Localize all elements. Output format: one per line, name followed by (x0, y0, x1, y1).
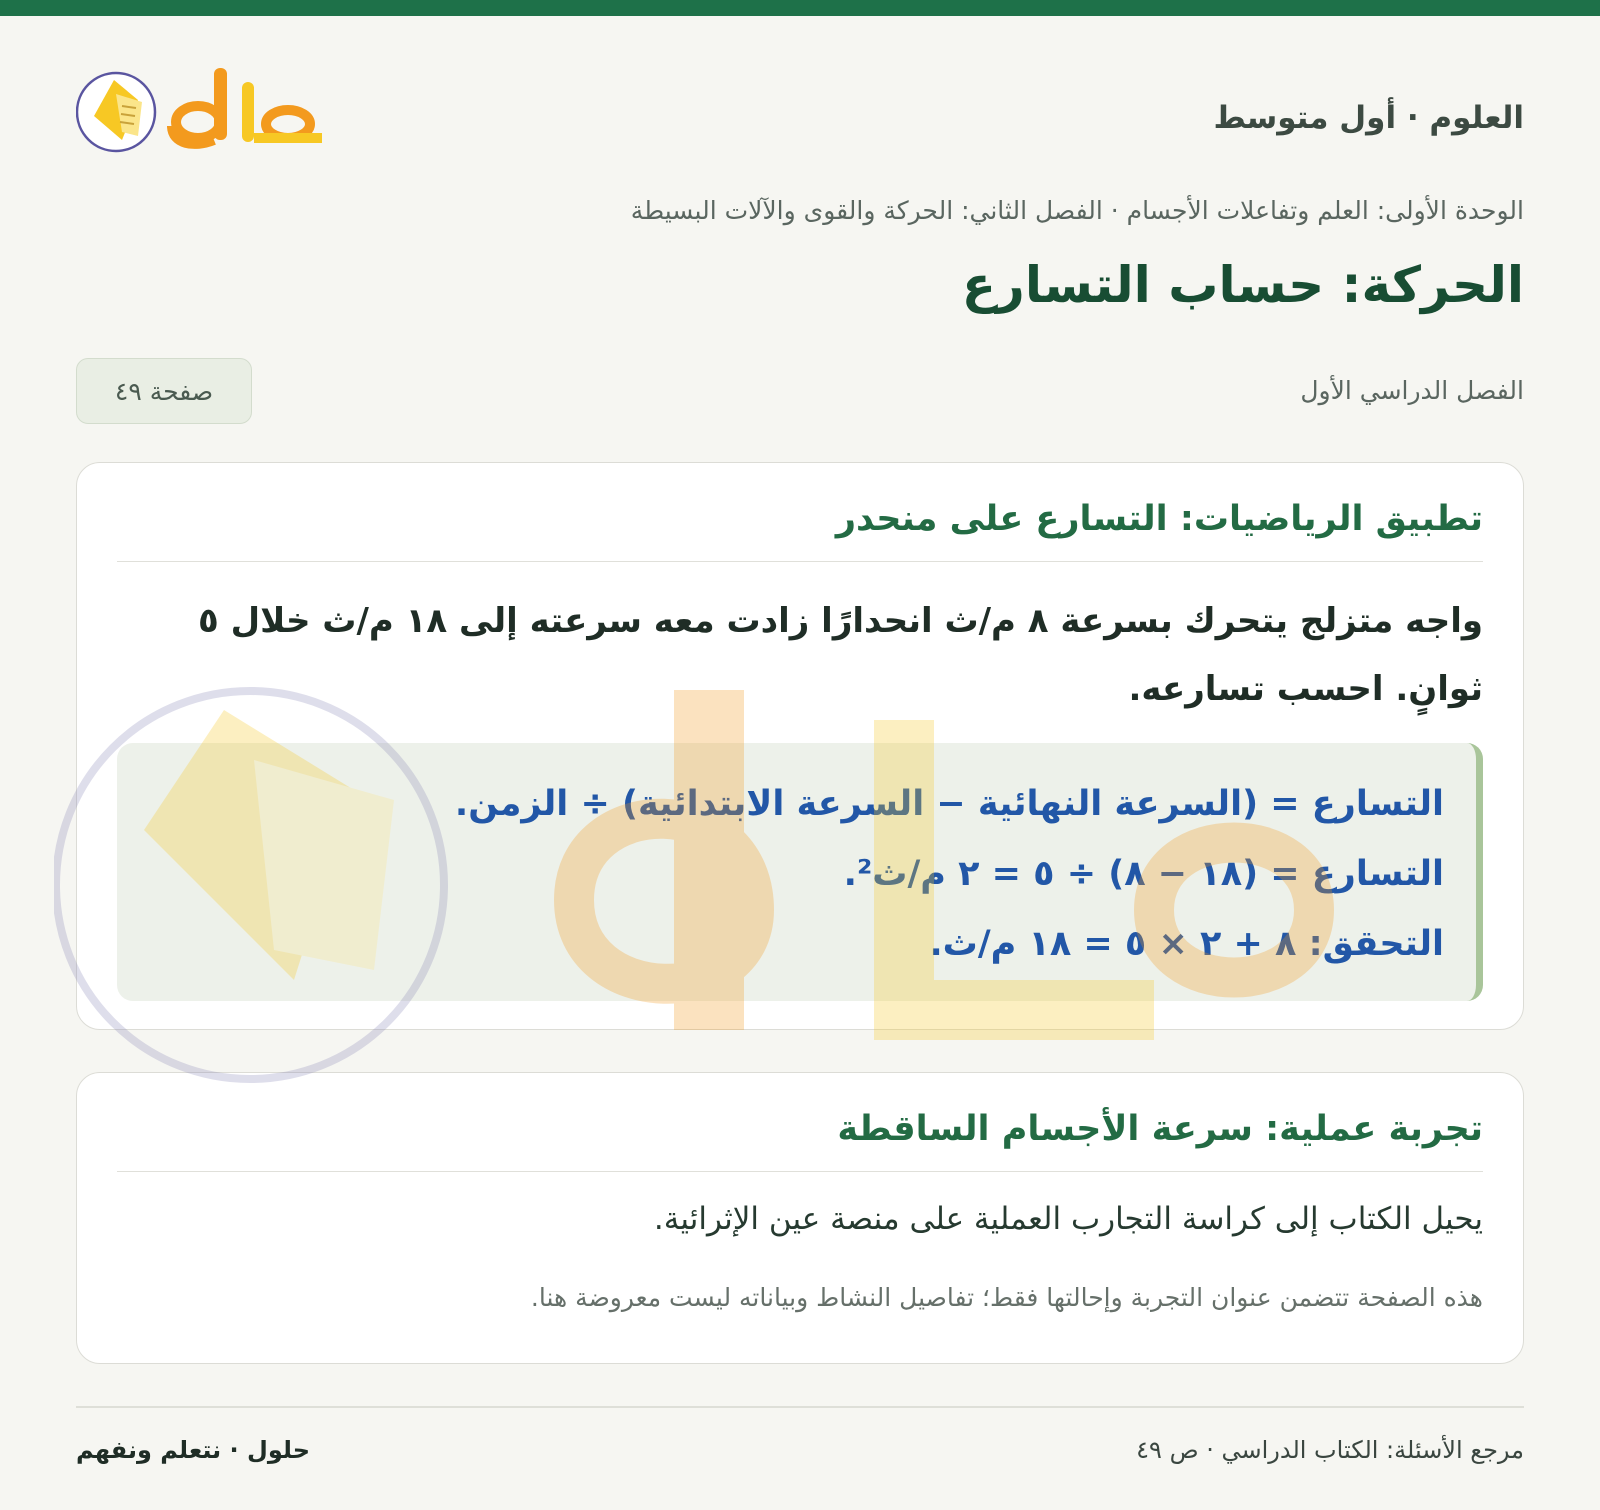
solution-check: التحقق: ٨ + ٢ × ٥ = ١٨ م/ث. (929, 924, 1444, 964)
page-number-badge: صفحة ٤٩ (76, 358, 252, 424)
footer-divider (76, 1406, 1524, 1408)
problem-text: واجه متزلج يتحرك بسرعة ٨ م/ث انحدارًا زادت معه سرعته إلى ١٨ م/ث خلال ٥ ثوانٍ. احسب تسارعه. (198, 601, 1483, 709)
math-application-card (76, 462, 1524, 1030)
experiment-text: يحيل الكتاب إلى كراسة التجارب العملية على منصة عين الإثرائية. (653, 1201, 1483, 1237)
experiment-card (76, 1072, 1524, 1364)
math-card-title: تطبيق الرياضيات: التسارع على منحدر (117, 499, 1483, 562)
header (76, 56, 1524, 166)
page-title: الحركة: حساب التسارع (961, 256, 1524, 314)
page (76, 16, 1524, 1510)
meta-row (76, 358, 1524, 424)
solution-calculation: التسارع = (١٨ − ٨) ÷ ٥ = ٢ م/ث². (843, 854, 1444, 894)
term-label: الفصل الدراسي الأول (1300, 376, 1524, 405)
subject-title: العلوم · أول متوسط (1213, 100, 1524, 136)
breadcrumb: الوحدة الأولى: العلم وتفاعلات الأجسام · الفصل الثاني: الحركة والقوى والآلات البسيطة (630, 196, 1524, 225)
solution-box (117, 743, 1483, 1001)
solution-formula: التسارع = (السرعة النهائية − السرعة الابتدائية) ÷ الزمن. (454, 784, 1444, 824)
top-accent-bar (0, 0, 1600, 16)
hulool-logo[interactable] (76, 56, 336, 166)
experiment-note: هذه الصفحة تتضمن عنوان التجربة وإحالتها فقط؛ تفاصيل النشاط وبياناته ليست معروضة هنا. (530, 1283, 1483, 1312)
footer-reference: مرجع الأسئلة: الكتاب الدراسي · ص ٤٩ (1136, 1436, 1524, 1464)
experiment-card-title: تجربة عملية: سرعة الأجسام الساقطة (117, 1109, 1483, 1172)
footer-brand: حلول · نتعلم ونفهم (76, 1436, 310, 1464)
